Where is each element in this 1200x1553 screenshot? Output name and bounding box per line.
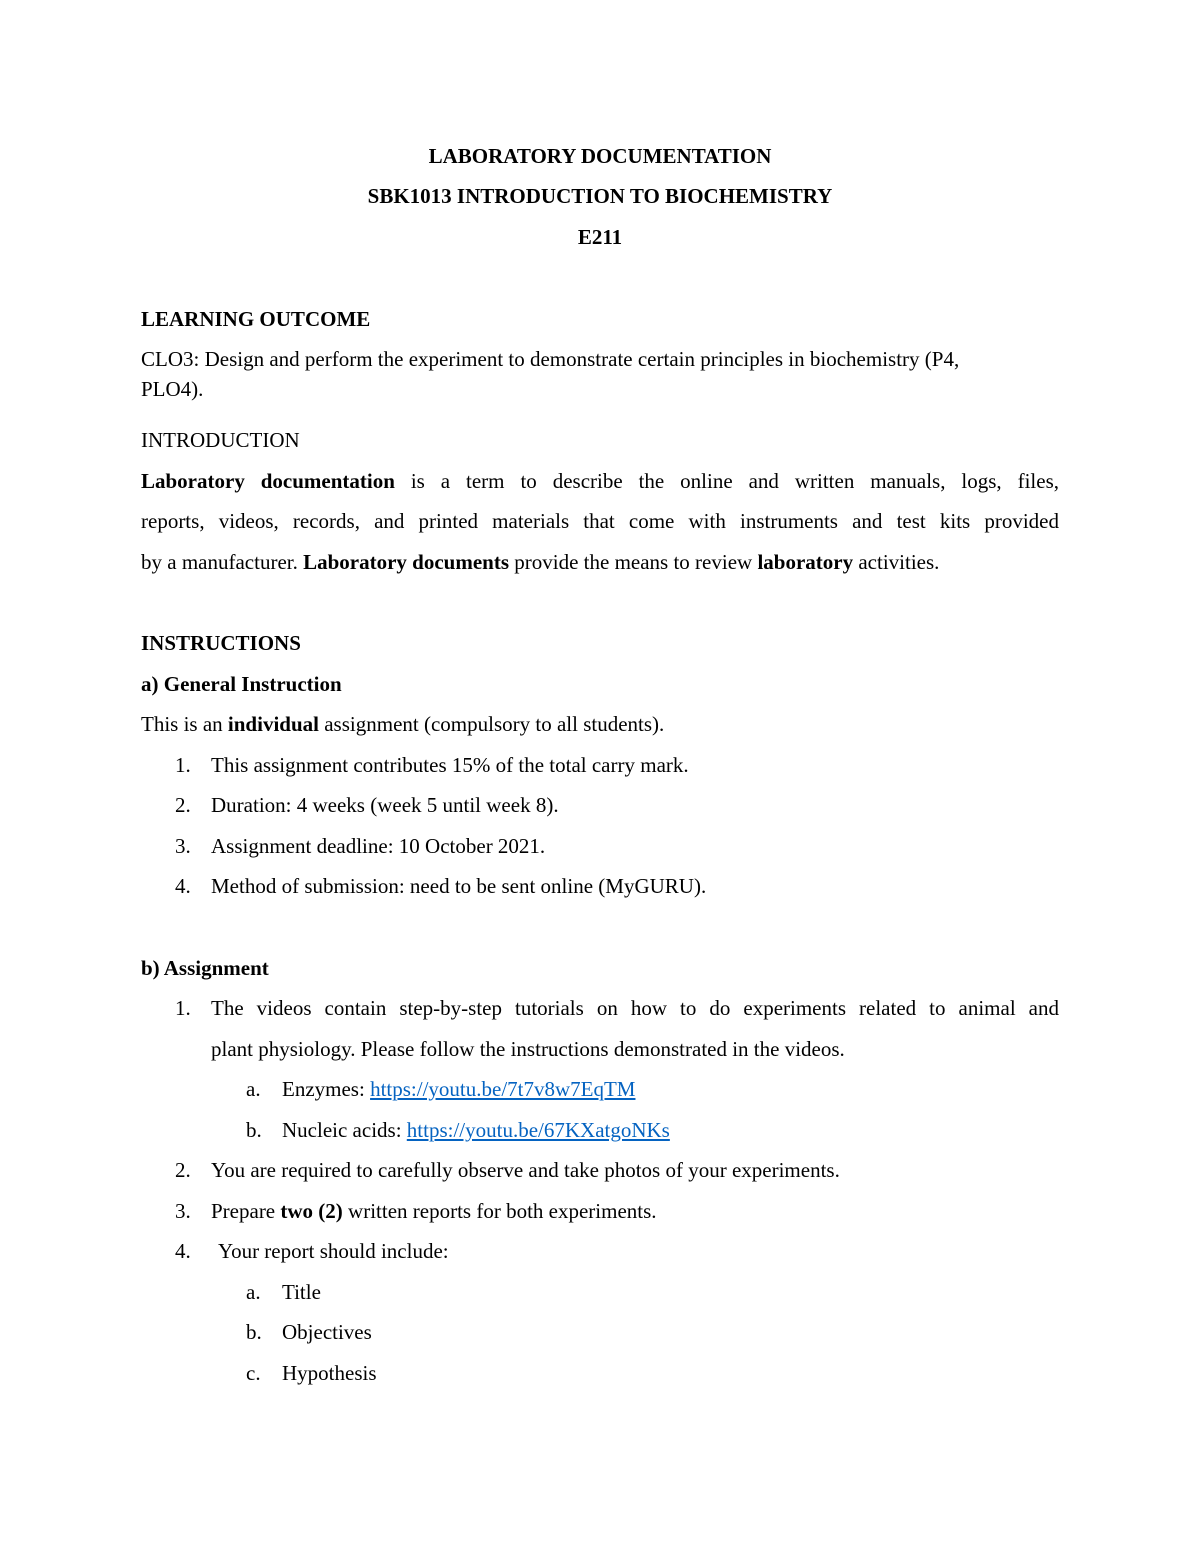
sub-letter: c.: [246, 1361, 261, 1385]
list-number: 2.: [175, 793, 191, 817]
general-item: Duration: 4 weeks (week 5 until week 8).: [211, 793, 559, 817]
general-item: This assignment contributes 15% of the total carry mark.: [211, 753, 689, 777]
video-link-nucleic-acids: [282, 1118, 670, 1142]
introduction-line-2: reports, videos, records, and printed materials that come with instruments and test kits provided: [141, 509, 1059, 533]
learning-outcome-line-1: CLO3: Design and perform the experiment to demonstrate certain principles in biochemistry (P4,: [141, 347, 960, 371]
intro-line-3-a: by a manufacturer.: [141, 550, 304, 574]
introduction-line-1: [141, 469, 1059, 493]
general-item: Assignment deadline: 10 October 2021.: [211, 834, 546, 858]
list-number: 1.: [175, 996, 191, 1020]
list-number: 4.: [175, 1239, 191, 1263]
sub-letter: a.: [246, 1077, 261, 1101]
nucleic-acids-video-link[interactable]: https://youtu.be/67KXatgoNKs: [406, 1118, 670, 1142]
general-intro-c: assignment (compulsory to all students).: [318, 712, 665, 736]
general-intro-bold: individual: [227, 712, 319, 736]
introduction-heading: INTRODUCTION: [141, 428, 300, 452]
assignment-item-1-line-1: The videos contain step-by-step tutorials on how to do experiments related to animal and: [211, 996, 1059, 1020]
intro-line-3-c: provide the means to review: [509, 550, 758, 574]
intro-term-bold: Laboratory documentation: [141, 469, 395, 493]
report-section-hypothesis: Hypothesis: [282, 1361, 377, 1385]
sub-letter: a.: [246, 1280, 261, 1304]
report-section-title: Title: [282, 1280, 321, 1304]
assignment-heading: b) Assignment: [141, 956, 269, 980]
general-instruction-intro: [141, 712, 664, 736]
course-section: E211: [577, 225, 623, 249]
intro-line-3-bold-a: Laboratory documents: [303, 550, 510, 574]
list-number: 4.: [175, 874, 191, 898]
list-number: 1.: [175, 753, 191, 777]
course-title: SBK1013 INTRODUCTION TO BIOCHEMISTRY: [367, 184, 833, 208]
report-section-objectives: Objectives: [282, 1320, 372, 1344]
enzymes-video-link[interactable]: https://youtu.be/7t7v8w7EqTM: [370, 1077, 636, 1101]
general-item: Method of submission: need to be sent online (MyGURU).: [211, 874, 707, 898]
assignment-item-3: [211, 1199, 657, 1223]
general-instruction-heading: a) General Instruction: [141, 672, 342, 696]
learning-outcome-heading: LEARNING OUTCOME: [141, 307, 371, 331]
sub-letter: b.: [246, 1118, 262, 1142]
learning-outcome-line-2: PLO4).: [141, 377, 204, 401]
intro-line-1-text: is a term to describe the online and written manuals, logs, files,: [394, 469, 1059, 493]
item3-bold: two (2): [280, 1199, 343, 1223]
assignment-item-4: Your report should include:: [218, 1239, 449, 1263]
video-label: Enzymes:: [282, 1077, 371, 1101]
item3-a: Prepare: [211, 1199, 281, 1223]
assignment-item-2: You are required to carefully observe and take photos of your experiments.: [211, 1158, 840, 1182]
instructions-heading: INSTRUCTIONS: [141, 631, 301, 655]
intro-line-3-bold-b: laboratory: [757, 550, 854, 574]
sub-letter: b.: [246, 1320, 262, 1344]
intro-line-3-e: activities.: [853, 550, 940, 574]
assignment-item-1-line-2: plant physiology. Please follow the instructions demonstrated in the videos.: [211, 1037, 845, 1061]
list-number: 2.: [175, 1158, 191, 1182]
introduction-line-3: [141, 550, 939, 574]
video-label: Nucleic acids:: [282, 1118, 407, 1142]
general-intro-a: This is an: [141, 712, 228, 736]
item3-c: written reports for both experiments.: [342, 1199, 657, 1223]
list-number: 3.: [175, 1199, 191, 1223]
doc-title: LABORATORY DOCUMENTATION: [428, 144, 772, 168]
video-link-enzymes: [282, 1077, 635, 1101]
list-number: 3.: [175, 834, 191, 858]
